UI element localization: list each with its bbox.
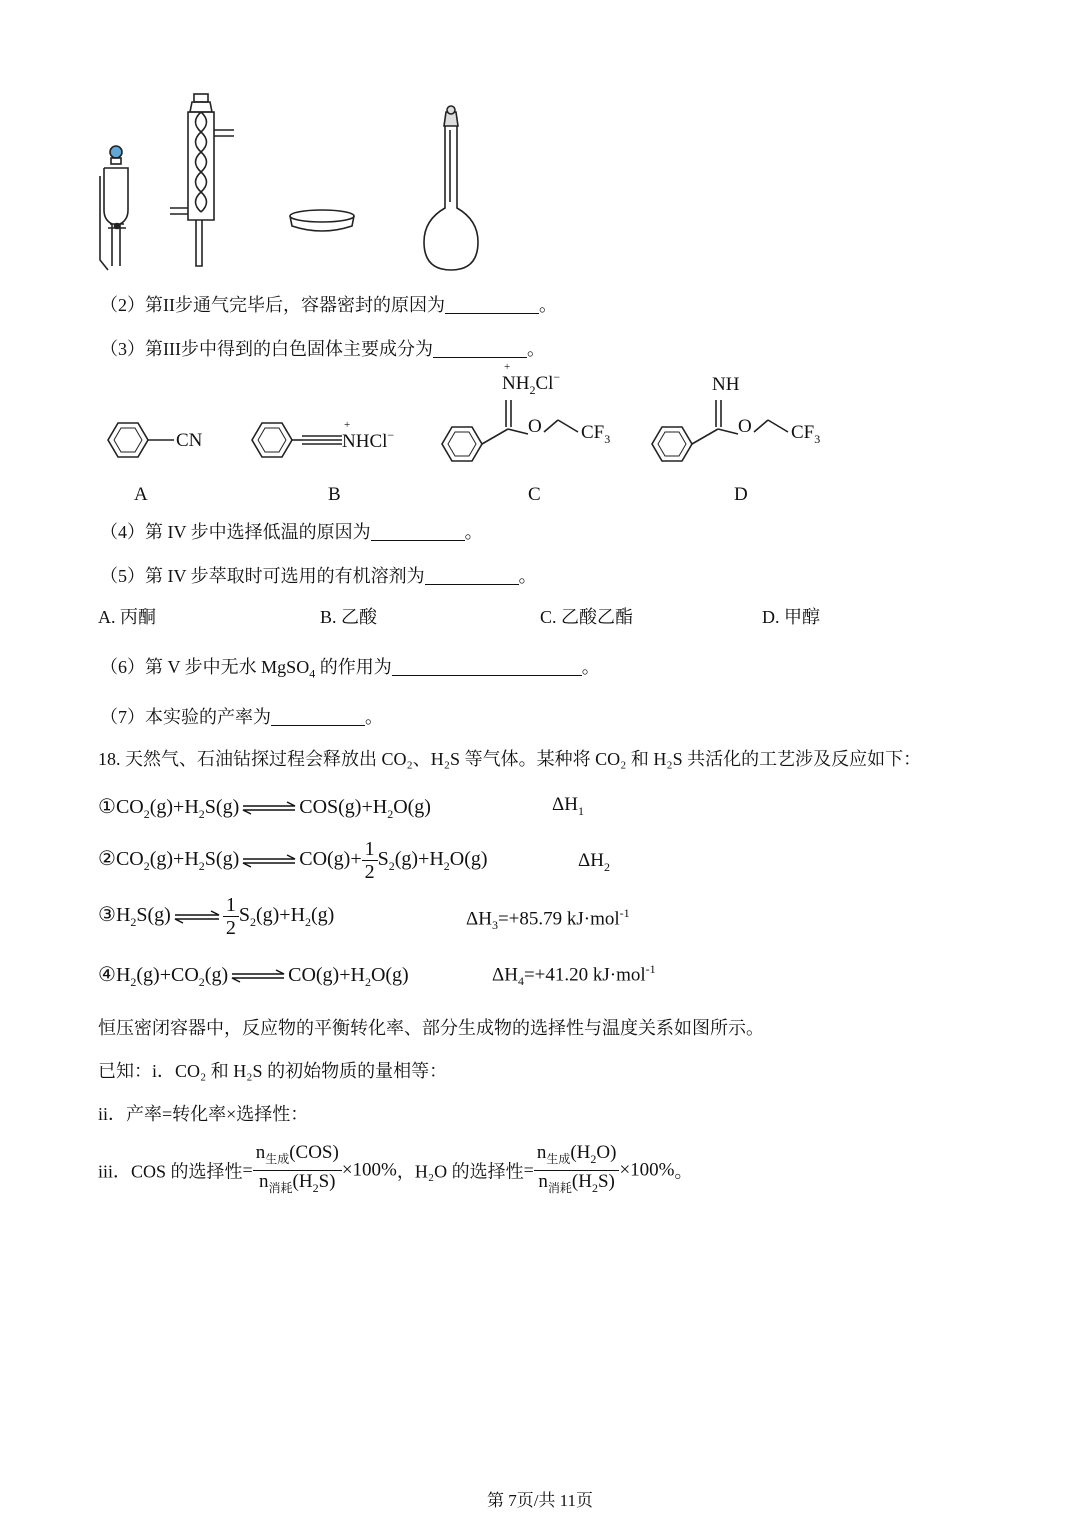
structure-c-cf3: $CF_3$ <box>581 422 611 446</box>
condition-text: 恒压密闭容器中，反应物的平衡转化率、部分生成物的选择性与温度关系如图所示。 <box>98 1018 764 1038</box>
question-2: （2）第II步通气完毕后，容器密封的原因为 。 <box>100 295 557 315</box>
structure-c-top: + $NH_2Cl^-$ <box>502 361 561 397</box>
reaction-4: $④H_2(g)+CO_2(g)$ $CO(g)+H_2O(g)$ <box>98 964 409 989</box>
page-footer: 第 7页/共 11页 <box>486 1491 594 1510</box>
question-4: （4）第 IV 步中选择低温的原因为 。 <box>100 522 483 542</box>
structure-a-group: CN <box>176 430 203 451</box>
separatory-funnel-icon <box>100 146 128 270</box>
structure-b-label: B <box>328 484 341 505</box>
reaction-1: $①CO_2(g)+H_2S(g)$ $COS(g)+H_2O(g)$ <box>98 796 431 821</box>
question-3: （3）第III步中得到的白色固体主要成分为 。 <box>100 339 545 359</box>
reaction-2-enthalpy: $\Delta H_2$ <box>578 850 610 874</box>
structure-b-icon <box>242 410 352 470</box>
apparatus-illustration <box>90 90 510 275</box>
option-d[interactable]: D. 甲醇 <box>762 607 820 627</box>
structure-b-group: + NHCl− <box>342 419 395 452</box>
option-a[interactable]: A. 丙酮 <box>98 607 156 627</box>
option-b[interactable]: B. 乙酸 <box>320 607 378 627</box>
structure-a-label: A <box>134 484 148 505</box>
structure-d-cf3: $CF_3$ <box>791 422 821 446</box>
known-ii: ii．产率=转化率×选择性： <box>98 1104 309 1124</box>
structure-c-oxygen: O <box>528 416 542 437</box>
question-6: （6）第 V 步中无水 MgSO$_4$ 的作用为 。 <box>100 657 600 681</box>
reaction-4-enthalpy: $\Delta H_4=+41.20$ kJ·mol$^{-1}$ <box>492 962 656 989</box>
reaction-2: $②CO_2(g)+H_2S(g)$ CO(g)+ $\frac{1}{2}$ $S_2(g)+H_2O(g)$ <box>98 838 488 883</box>
option-c[interactable]: C. 乙酸乙酯 <box>540 607 634 627</box>
volumetric-flask-icon <box>424 106 478 270</box>
question-18-intro: 18. 天然气、石油钻探过程会释放出 CO₂、H₂S 等气体。某种将 CO₂ 和 H₂S 共活化的工艺涉及反应如下： <box>98 749 922 769</box>
evaporating-dish-icon <box>290 210 354 231</box>
structure-d-label: D <box>734 484 748 505</box>
reaction-3-enthalpy: $\Delta H_3=+85.79$ kJ·mol$^{-1}$ <box>466 906 630 933</box>
structure-d-oxygen: O <box>738 416 752 437</box>
known-i: 已知：i．CO₂ 和 H₂S 的初始物质的量相等： <box>98 1061 448 1081</box>
structure-c-label: C <box>528 484 541 505</box>
question-7: （7）本实验的产率为 。 <box>100 707 383 727</box>
condenser-icon <box>170 94 234 266</box>
structure-d-top: NH <box>712 374 740 395</box>
reaction-3: $③H_2S(g)$ $\frac{1}{2}$ $S_2(g)+H_2(g)$ <box>98 894 335 939</box>
question-5: （5）第 IV 步萃取时可选用的有机溶剂为 。 <box>100 566 537 586</box>
reaction-1-enthalpy: $\Delta H_1$ <box>552 794 584 818</box>
known-iii: iii．COS 的选择性= $\frac{n_{生成}(COS)}{n_{消耗}(H_2S)}$ ×100%，H₂O 的选择性= $\frac{n_{生成}(H_2O)}{n_{消耗}(H_2S)}$ ×100%。 <box>98 1142 693 1195</box>
